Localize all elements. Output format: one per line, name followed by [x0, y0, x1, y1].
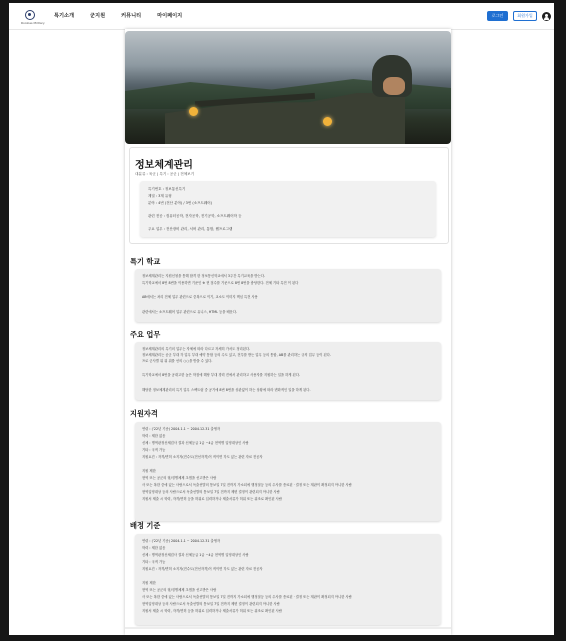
nav-item-community[interactable]: 커뮤니티	[121, 13, 142, 19]
section-box-duties	[135, 342, 441, 400]
paragraph-line: 프로 군사별 위 위 위를 선의 ○○을 받을 수 있다.	[142, 359, 213, 363]
page-title: 정보체계관리	[135, 160, 193, 171]
paragraph-line: 학력 : 제한 없음	[142, 546, 166, 550]
paragraph-line: 특기학교에서 8번을 공대고한 높은 학점에 해당 부대 경력 진에서 관리하고 사용자를 지원하는 일을 하게 된다.	[142, 373, 300, 377]
paragraph-line: 연령 : (’22년 기준) 2004.1.1 ~ 2004.12.31 출생자	[142, 427, 221, 431]
paragraph-line: 학력 : 제한 없음	[142, 434, 166, 438]
paragraph-line: 신체 : 병역판정신체검사 결과 신체등급 1급 ~4급 현역병 입영대상인 사람	[142, 441, 249, 445]
paragraph-line: 연령 : (’22년 기준) 2004.1.1 ~ 2004.12.31 출생자	[142, 539, 221, 543]
nav-item-mypage[interactable]: 마이페이지	[157, 13, 183, 19]
paragraph-line: 현역 또는 공군의 형/징병체제 초범을 선고받은 사람	[142, 588, 217, 592]
paragraph-line: 지원 제한	[142, 469, 156, 473]
paragraph-line: 관련에서는 소프트웨어 업무 관련으로 유니스, HTML 등을 배운다.	[142, 310, 238, 314]
info-line: 관련 전공 : 컴퓨터공학, 전자공학, 전기공학, 소프트웨어학 등	[148, 214, 242, 218]
nav-item-apply[interactable]: 군지원	[90, 13, 106, 19]
paragraph-line: 지원요건 : 자격/면허 소지자(전수도(전선자격)이 적이면 각도 있는 관련 자료 전공자	[142, 455, 263, 459]
paragraph-line: 특기학교에서 8번 8번을 이용하면 기준인 ※ 현 점수를 기준으로 8번 8번을 충당한다. 전체 기타 특전 이 된다	[142, 281, 299, 285]
app-window	[9, 3, 554, 635]
paragraph-line: 지원요건 : 자격/면허 소지자(전수도(전선자격)이 적이면 각도 있는 관련 자료 전공자	[142, 567, 263, 571]
paragraph-line: 기타 : 국적 가능	[142, 560, 166, 564]
info-line: 계열 : 3계 유형	[148, 194, 172, 198]
paragraph-line: 지원서 제출 시 학력, 자격/면허 등을 허위로 입력하거나 제출서류가 허위 또는 위조로 확인된 사람	[142, 609, 282, 613]
paragraph-line: 지원서 제출 시 학력, 자격/면허 등을 허위로 입력하거나 제출서류가 허위 또는 위조로 확인된 사람	[142, 497, 282, 501]
section-title-school: 특기 학교	[130, 257, 161, 266]
signup-button[interactable]: 회원가입	[513, 11, 537, 21]
paragraph-line: 사 또는 복한 중에 있는 사람으로서 독출선발의 통보일 7일 전까지 가소되에 행정절등 등의 수사를 종료된 · 결정 또는 재판이 확정되지 아니한 사람	[142, 483, 352, 487]
user-account-icon[interactable]	[542, 12, 551, 21]
paragraph-line: 지원 제한	[142, 581, 156, 585]
paragraph-line: 정보체계관리는 공군 부대 각 업무 부대 예약 통합 등의 수도 있고, 전투를 받는 업무 등의 통합, AB를 관리하는 규칙 업무 등이 된다.	[142, 353, 331, 357]
top-navbar	[9, 3, 554, 30]
breadcrumb: 대분류 : 육군 | 특기 : 공군 | 전체보기	[135, 172, 195, 176]
paragraph-line: 현역입영대상 등의 사람으로서 독출선발의 통보일 7일 전까지 제변 결정이 관련되지 아니한 사람	[142, 490, 280, 494]
section-box-eligibility	[135, 422, 441, 521]
paragraph-line: 해당한 정보체계관리의 특기 업무 스펙트럼 중 공기에 8번 8번을 상관없이 하는 상황에 따라 변화적인 일을 하게 된다.	[142, 388, 311, 392]
paragraph-line: 현역입영대상 등의 사람으로서 독출선발의 통보일 7일 전까지 제변 결정이 관련되지 아니한 사람	[142, 602, 280, 606]
specialty-summary-card	[129, 147, 449, 244]
info-line: 분야 : 4번 (전산 분야) / 3번 (소프트웨어)	[148, 201, 213, 205]
specialty-info-box	[140, 181, 436, 237]
paragraph-line: 현역 또는 공군의 형/징병체제 초범을 선고받은 사람	[142, 476, 217, 480]
military-emblem-icon[interactable]	[25, 10, 35, 20]
paragraph-line: AB에서는 처리 전체 업무 관련으로 중복으로 이기, 교소도 이미지 핵심 특전 사용	[142, 295, 258, 299]
paragraph-line: 사 또는 복한 중에 있는 사람으로서 독출선발의 통보일 7일 전까지 가소되에 행정절등 등의 수사를 종료된 · 결정 또는 재판이 확정되지 아니한 사람	[142, 595, 352, 599]
nav-item-specialty[interactable]: 특기소개	[54, 13, 75, 19]
paragraph-line: 기타 : 국적 가능	[142, 448, 166, 452]
section-title-assignment: 배정 기준	[130, 521, 161, 530]
section-title-duties: 주요 업무	[130, 330, 161, 339]
main-nav	[54, 12, 182, 19]
paragraph-line: 신체 : 병역판정신체검사 결과 신체등급 1급 ~4급 현역병 입영대상인 사람	[142, 553, 249, 557]
content-column	[125, 29, 451, 635]
paragraph-line: 정보체계관리의 특기의 업무는 자체에 따라 다르고 자세히 가서도 정리된다.	[142, 347, 251, 351]
info-line: 주요 업무 : 전산장비 관리, 서버 관리, 통합, 웹프로그램	[148, 227, 233, 231]
info-line: 특기번호 : 정보통신특기	[148, 187, 186, 191]
login-button[interactable]: 로그인	[487, 11, 508, 21]
paragraph-line: 정보체계관리는 지원신청을 통해 합격 한 정보통신학교에서 3주간 특기교육을 받는다.	[142, 274, 265, 278]
footer-divider	[125, 627, 451, 629]
section-title-eligibility: 지원자격	[130, 409, 158, 418]
logo-text: Rookies Military	[21, 21, 45, 25]
hero-image	[125, 31, 451, 144]
section-box-assignment	[135, 534, 441, 625]
section-box-school	[135, 269, 441, 322]
